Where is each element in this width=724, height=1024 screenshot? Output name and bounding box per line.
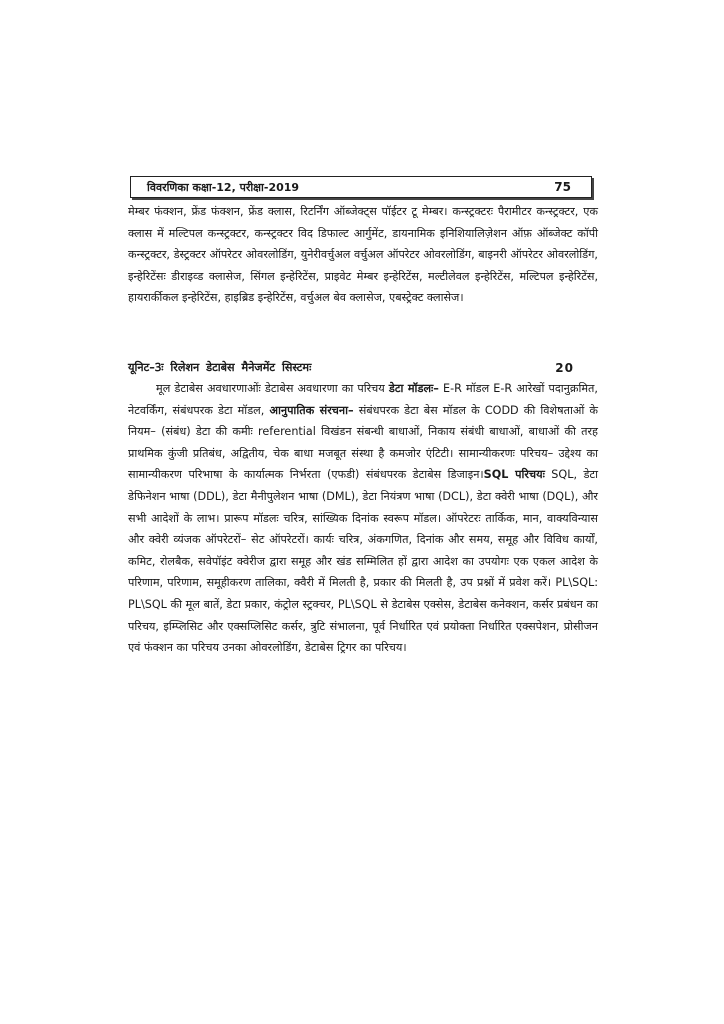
unit-title: यूनिट–3ः रिलेशन डेटाबेस मैनेजमेंट सिस्टमः (128, 361, 312, 374)
content-segment: संबंधपरक डेटा बेस मॉडल के CODD की विशेषताओं के नियम– (संबंध) डेटा की कमीः referential विखंडन संबन्धी बाधाओं, निकाय संबंधी बाधाओं, बाधाओं की तरह प्राथमिक कुंजी प्रतिबंध, अद्वितीय, चेक बाधा मजबूत संस्था है कमजोर एंटिटी। सामान्यीकरणः परिचय– उद्देश्य का सामान्यीकरण परिभाषा के कार्यात्मक निर्भरता (एफडी) संबंधपरक डेटाबेस डिजाइन। (128, 403, 598, 482)
relational-structure-term: आनुपातिक संरचना– (269, 403, 354, 417)
sql-intro-term: SQL परिचयः (483, 468, 545, 482)
page-number: 75 (554, 180, 571, 194)
content-segment: मूल डेटाबेस अवधारणाओंः डेटाबेस अवधारणा का परिचय (156, 382, 389, 395)
previous-unit-paragraph: मेम्बर फंक्शन, फ्रेंड फंक्शन, फ्रेंड क्लास, रिटर्निंग ऑब्जेक्ट्स पॉईटर टू मेम्बर। कन्स्ट्रक्टरः पैरामीटर कन्स्ट्रक्टर, एक क्लास में मल्टिपल कन्स्ट्रक्टर, कन्स्ट्रक्टर विद डिफाल्ट आर्गुमेंट, डायनामिक इनिशियालिज़ेशन ऑफ़ ऑब्जेक्ट कॉपी कन्स्ट्रक्टर, डेस्ट्रक्टर ऑपरेटर ओवरलोडिंग, युनेरीवर्चुअल वर्चुअल ऑपरेटर ओवरलोडिंग, बाइनरी ऑपरेटर ओवरलोडिंग, इन्हेरिटेंसः डीराइव्ड क्लासेज, सिंगल इन्हेरिटेंस, प्राइवेट मेम्बर इन्हेरिटेंस, मल्टीलेवल इन्हेरिटेंस, मल्टिपल इन्हेरिटेंस, हायरार्कीकल इन्हेरिटेंस, हाइब्रिड इन्हेरिटेंस, वर्चुअल बेव क्लासेज, एबस्ट्रेक्ट क्लासेज। (128, 205, 598, 305)
unit-heading (128, 358, 574, 378)
data-model-term: डेटा मॉडलः– (388, 382, 439, 395)
unit-content-paragraph (128, 378, 598, 659)
page-header (130, 176, 592, 198)
content-segment: E-R मॉडल E-R आरेखों पदानुक्रमित, नेटवर्किंग, संबंधपरक डेटा मॉडल, (128, 382, 598, 417)
content-segment: SQL, डेटा डेफिनेशन भाषा (DDL), डेटा मैनीपुलेशन भाषा (DML), डेटा नियंत्रण भाषा (DCL), डेटा क्वेरी भाषा (DQL), और सभी आदेशों के लाभ। प्रारूप मॉडलः चरित्र, सांख्यिक दिनांक स्वरूप मॉडल। ऑपरेटरः तार्किक, मान, वाक्यविन्यास और क्वेरी व्यंजक ऑपरेटरों– सेट ऑपरेटरों। कार्यः चरित्र, अंकगणित, दिनांक और समय, समूह और विविध कार्यों, कमिट, रोलबैक, सवेपॉइंट क्वेरीज द्वारा समूह और खंड सम्मिलित हों द्वारा आदेश का उपयोगः एक एकल आदेश के परिणाम, परिणाम, समूहीकरण तालिका, क्वैरी में मिलती है, प्रकार की मिलती है, उप प्रश्नों में प्रवेश करें। PL\SQL: PL\SQL की मूल बातें, डेटा प्रकार, कंट्रोल स्ट्रक्चर, PL\SQL से डेटाबेस एक्सेस, डेटाबेस कनेक्शन, कर्सर प्रबंधन का परिचय, इम्प्लिसिट और एक्सप्लिसिट कर्सर, त्रुटि संभालना, पूर्व निर्धारित एवं प्रयोक्ता निर्धारित एक्सपेशन, प्रोसीजन एवं फंक्शन का परिचय उनका ओवरलोडिंग, डेटाबेस ट्रिगर का परिचय। (128, 468, 598, 655)
page-header-title: विवरणिका कक्षा-12, परीक्षा-2019 (147, 180, 300, 194)
unit-marks: 20 (555, 361, 574, 375)
